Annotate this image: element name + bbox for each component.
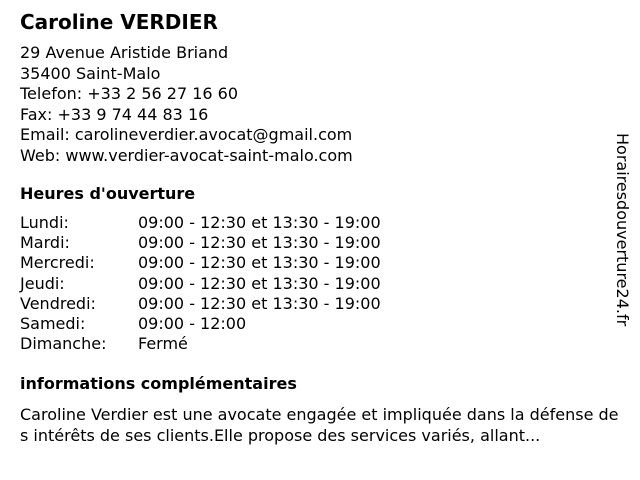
hours-row-tuesday (20, 233, 381, 253)
contact-block (20, 43, 353, 166)
day-label: Vendredi: (20, 293, 96, 313)
hours-row-friday (20, 294, 381, 314)
day-label: Samedi: (20, 314, 86, 334)
business-name: Caroline VERDIER (20, 10, 218, 34)
day-hours: 09:00 - 12:00 (138, 314, 247, 334)
hours-row-thursday (20, 274, 381, 294)
additional-info-heading: informations complémentaires (20, 374, 297, 393)
phone-number: Telefon: +33 2 56 27 16 60 (20, 84, 239, 103)
day-hours: 09:00 - 12:30 et 13:30 - 19:00 (138, 233, 381, 253)
day-label: Jeudi: (20, 273, 65, 293)
website-address: Web: www.verdier-avocat-saint-malo.com (20, 145, 353, 165)
day-label: Lundi: (20, 213, 69, 232)
hours-row-sunday (20, 334, 381, 354)
site-watermark: Horairesdouverture24.fr (613, 133, 632, 327)
fax-number: Fax: +33 9 74 44 83 16 (20, 104, 209, 124)
day-hours: Fermé (138, 334, 188, 354)
business-description: Caroline Verdier est une avocate engagée et impliquée dans la défense des intérêts de ses clients.Elle propose des services variés, allant... (20, 405, 619, 445)
opening-hours-heading: Heures d'ouverture (20, 184, 196, 203)
day-label: Mardi: (20, 233, 70, 253)
address-city: 35400 Saint-Malo (20, 63, 161, 83)
opening-hours-table (20, 213, 381, 354)
address-street: 29 Avenue Aristide Briand (20, 43, 229, 62)
day-hours: 09:00 - 12:30 et 13:30 - 19:00 (138, 253, 381, 273)
day-label: Mercredi: (20, 253, 95, 273)
day-hours: 09:00 - 12:30 et 13:30 - 19:00 (138, 213, 381, 232)
hours-row-wednesday (20, 253, 381, 273)
hours-row-saturday (20, 314, 381, 334)
email-address: Email: carolineverdier.avocat@gmail.com (20, 125, 353, 144)
day-label: Dimanche: (20, 334, 107, 354)
day-hours: 09:00 - 12:30 et 13:30 - 19:00 (138, 273, 381, 293)
day-hours: 09:00 - 12:30 et 13:30 - 19:00 (138, 293, 381, 313)
hours-row-monday (20, 213, 381, 233)
